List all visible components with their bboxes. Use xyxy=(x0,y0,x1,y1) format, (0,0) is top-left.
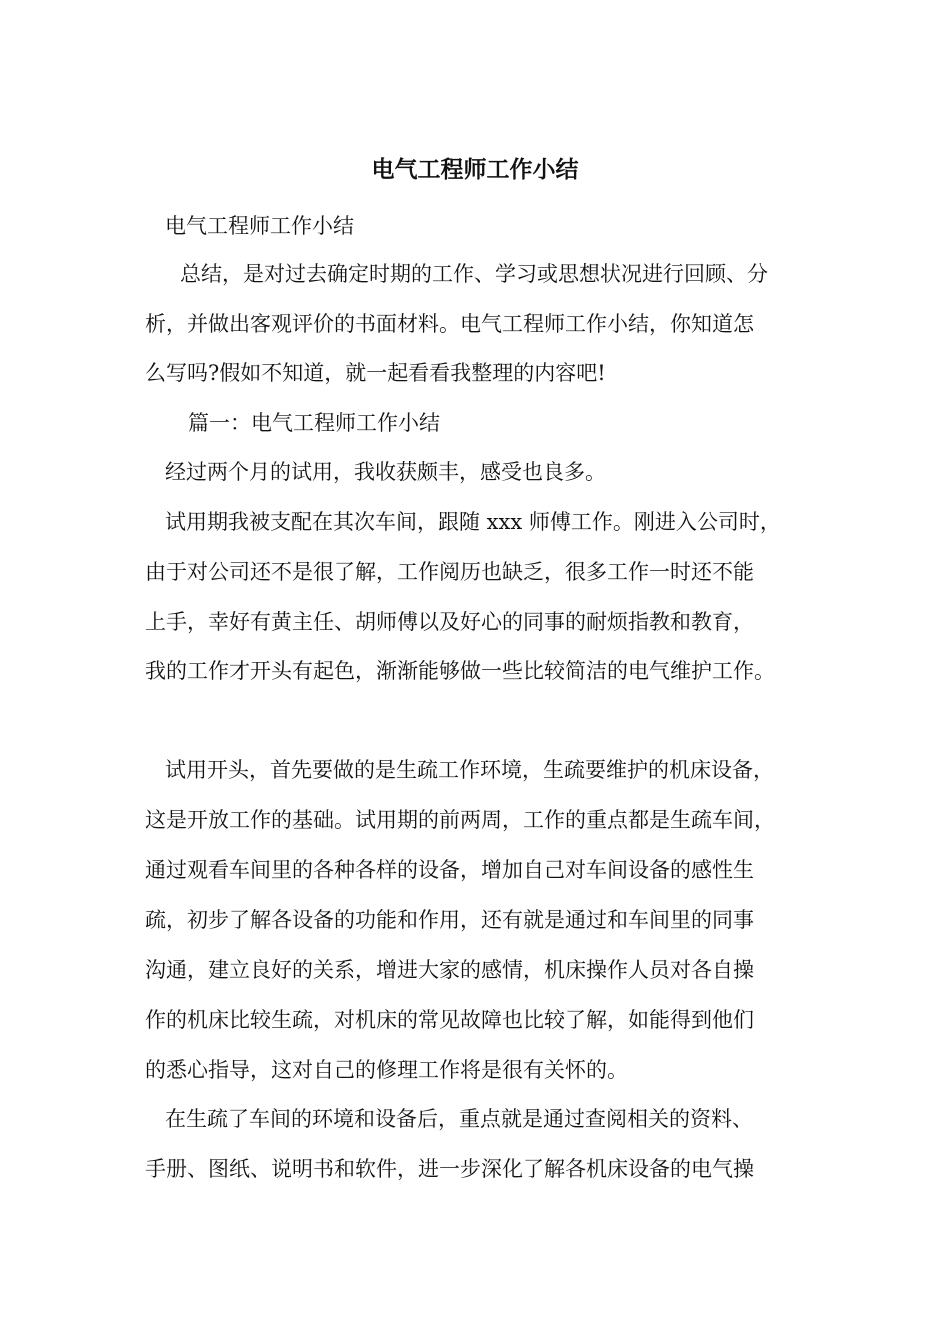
paragraph-line: 经过两个月的试用，我收获颇丰，感受也良多。 xyxy=(165,460,606,484)
paragraph-line: 这是开放工作的基础。试用期的前两周，工作的重点都是生疏车间， xyxy=(145,808,775,832)
document-title: 电气工程师工作小结 xyxy=(371,156,579,183)
paragraph-line: 作的机床比较生疏，对机床的常见故障也比较了解，如能得到他们 xyxy=(145,1008,754,1032)
subtitle-line: 电气工程师工作小结 xyxy=(165,214,354,238)
paragraph-line: 析，并做出客观评价的书面材料。电气工程师工作小结，你知道怎 xyxy=(145,312,754,336)
paragraph-line: 手册、图纸、说明书和软件，进一步深化了解各机床设备的电气操 xyxy=(145,1157,754,1181)
paragraph-line: 上手，幸好有黄主任、胡师傅以及好心的同事的耐烦指教和教育， xyxy=(145,610,754,634)
paragraph-line: 由于对公司还不是很了解，工作阅历也缺乏，很多工作一时还不能 xyxy=(145,560,754,584)
paragraph-line: 通过观看车间里的各种各样的设备，增加自己对车间设备的感性生 xyxy=(145,858,754,882)
paragraph-line: 疏，初步了解各设备的功能和作用，还有就是通过和车间里的同事 xyxy=(145,908,754,932)
paragraph-line: 的悉心指导，这对自己的修理工作将是很有关怀的。 xyxy=(145,1058,628,1082)
paragraph-line: 我的工作才开头有起色，渐渐能够做一些比较简洁的电气维护工作。 xyxy=(145,659,775,683)
section-heading: 篇一：电气工程师工作小结 xyxy=(188,411,440,435)
paragraph-line: 么写吗?假如不知道，就一起看看我整理的内容吧! xyxy=(145,361,606,385)
paragraph-line: 总结，是对过去确定时期的工作、学习或思想状况进行回顾、分 xyxy=(180,262,768,286)
paragraph-line: 沟通，建立良好的关系，增进大家的感情，机床操作人员对各自操 xyxy=(145,958,754,982)
paragraph-line: 试用开头，首先要做的是生疏工作环境，生疏要维护的机床设备， xyxy=(165,758,774,782)
paragraph-line: 试用期我被支配在其次车间，跟随 xxx 师傅工作。刚进入公司时， xyxy=(165,510,781,534)
paragraph-line: 在生疏了车间的环境和设备后，重点就是通过查阅相关的资料、 xyxy=(165,1107,753,1131)
